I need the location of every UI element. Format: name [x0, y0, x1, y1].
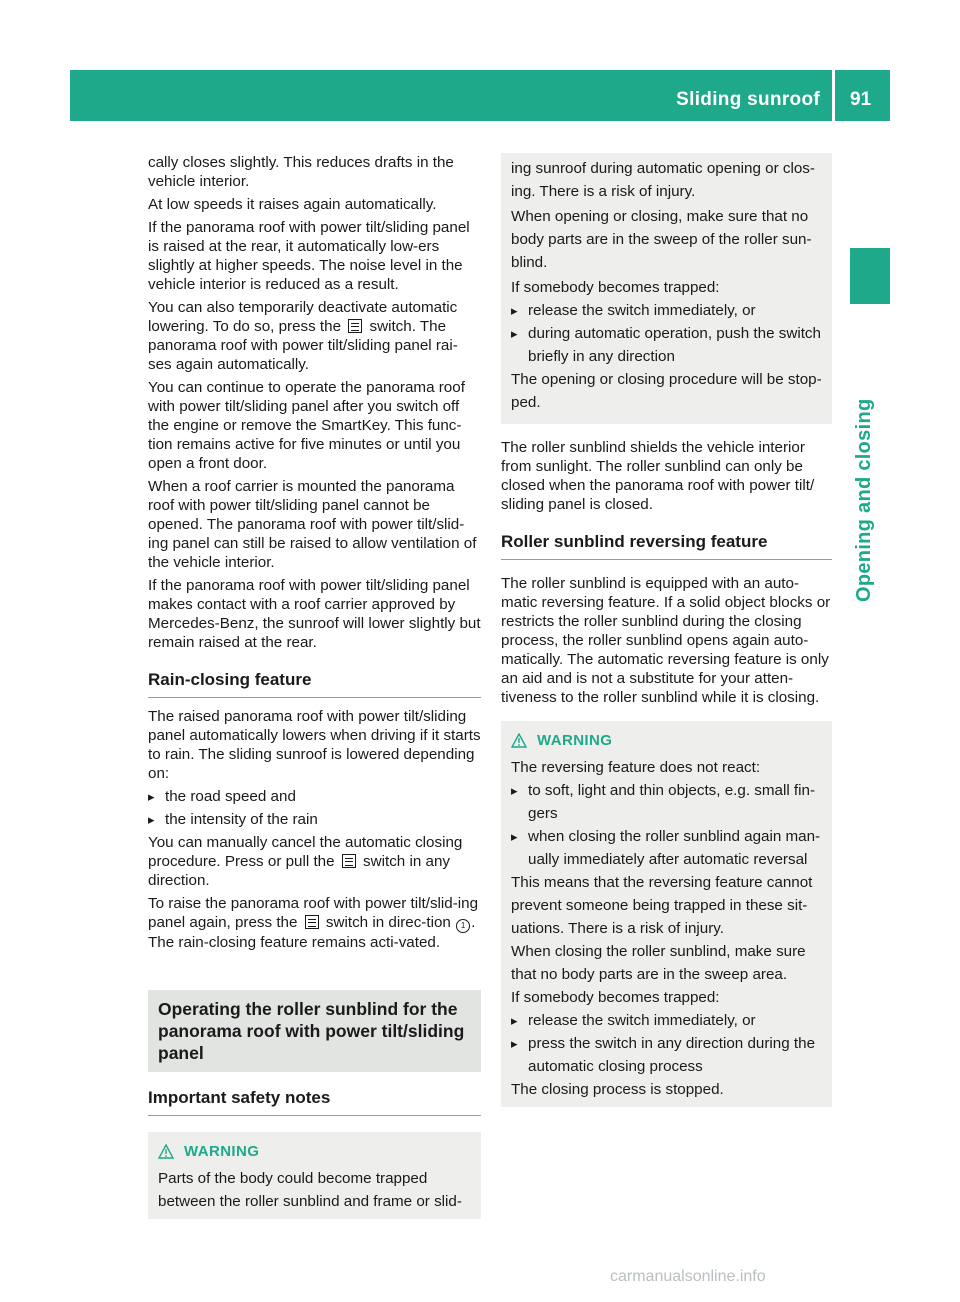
paragraph: The roller sunblind shields the vehicle interior from sunlight. The roller sunblind can only be closed when the panorama roof with power tilt/ sliding panel is closed. [501, 439, 815, 513]
list-item: ▸ release the switch immediately, or [511, 1009, 822, 1032]
list-item: ▸ the intensity of the rain [148, 810, 481, 829]
paragraph: You can also temporarily deactivate automatic lowering. To do so, press the switch. The panorama roof with power tilt/sliding panel rai-ses again automatically. [148, 299, 458, 373]
heading-operating-roller-sunblind: Operating the roller sunblind for the panorama roof with power tilt/sliding panel [148, 990, 481, 1072]
roller-sunblind-switch-icon [305, 915, 319, 929]
paragraph: The raised panorama roof with power tilt/sliding panel automatically lowers when driving if it starts to rain. The sliding sunroof is lowered depending on: [148, 708, 481, 782]
chapter-label: Opening and closing [853, 398, 875, 602]
page-number: 91 [850, 89, 872, 110]
warning-text: The opening or closing procedure will be stop-ped. [511, 371, 822, 411]
left-column [148, 153, 481, 1219]
warning-text: ing sunroof during automatic opening or clos-ing. There is a risk of injury. [511, 160, 815, 200]
heading-safety-notes: Important safety notes [148, 1088, 481, 1116]
warning-text: If somebody becomes trapped: [511, 989, 720, 1006]
roller-sunblind-switch-icon [342, 854, 356, 868]
paragraph: At low speeds it raises again automatically. [148, 196, 437, 213]
paragraph: You can continue to operate the panorama roof with power tilt/sliding panel after you switch off the engine or remove the SmartKey. This func-tion remains active for five minutes or until you open a front door. [148, 379, 465, 472]
warning-triangle-icon [158, 1144, 174, 1159]
list-item: ▸ when closing the roller sunblind again man-ually immediately after automatic reversal [511, 825, 822, 871]
chapter-tab [850, 248, 890, 304]
section-title: Sliding sunroof [676, 89, 820, 110]
warning-text: The reversing feature does not react: [511, 759, 761, 776]
warning-text: The closing process is stopped. [511, 1081, 724, 1098]
direction-marker-icon: 1 [456, 919, 470, 933]
heading-reversing-feature: Roller sunblind reversing feature [501, 532, 832, 560]
warning-triangle-icon [511, 733, 527, 748]
warning-text: Parts of the body could become trapped between the roller sunblind and frame or slid- [158, 1170, 462, 1210]
warning-text: When opening or closing, make sure that no body parts are in the sweep of the roller sun-blind. [511, 208, 812, 271]
list-item: ▸ the road speed and [148, 787, 481, 806]
warning-text: This means that the reversing feature cannot prevent someone being trapped in these sit-uations. There is a risk of injury. [511, 874, 813, 937]
roller-sunblind-switch-icon [348, 319, 362, 333]
list-item: ▸ release the switch immediately, or [511, 299, 822, 322]
warning-box-continued [501, 153, 832, 424]
watermark: carmanualsonline.info [610, 1268, 766, 1285]
paragraph: If the panorama roof with power tilt/sliding panel makes contact with a roof carrier approved by Mercedes-Benz, the sunroof will lower slightly but remain raised at the rear. [148, 577, 481, 651]
list-item: ▸ to soft, light and thin objects, e.g. small fin-gers [511, 779, 822, 825]
right-column [501, 153, 832, 1107]
warning-title: WARNING [158, 1142, 471, 1161]
paragraph: If the panorama roof with power tilt/sliding panel is raised at the rear, it automatically low-ers slightly at higher speeds. The noise level in the vehicle interior is reduced as a result. [148, 219, 470, 293]
list-item: ▸ press the switch in any direction during the automatic closing process [511, 1032, 822, 1078]
warning-text: If somebody becomes trapped: [511, 279, 720, 296]
warning-title: WARNING [511, 731, 822, 750]
header-separator [832, 70, 835, 121]
heading-rain-closing: Rain-closing feature [148, 670, 481, 698]
header-bar [70, 70, 890, 121]
paragraph: The roller sunblind is equipped with an auto-matic reversing feature. If a solid object blocks or restricts the roller sunblind during the closing process, the roller sunblind opens again auto-matically. The automatic reversing feature is only an aid and is not a substitute for your atten-tiveness to the roller sunblind while it is closing. [501, 575, 831, 706]
paragraph: cally closes slightly. This reduces drafts in the vehicle interior. [148, 154, 454, 190]
paragraph: When a roof carrier is mounted the panorama roof with power tilt/sliding panel cannot be opened. The panorama roof with power tilt/slid-ing panel can still be raised to allow ventilation of the vehicle interior. [148, 478, 477, 571]
list-item: ▸ during automatic operation, push the switch briefly in any direction [511, 322, 822, 368]
warning-box [148, 1132, 481, 1219]
warning-text: When closing the roller sunblind, make sure that no body parts are in the sweep area. [511, 943, 806, 983]
paragraph: You can manually cancel the automatic closing procedure. Press or pull the switch in any direction. [148, 834, 463, 889]
paragraph: To raise the panorama roof with power tilt/slid-ing panel again, press the switch in direc-tion 1 . The rain-closing feature remains acti-vated. [148, 895, 479, 951]
warning-box [501, 721, 832, 1107]
